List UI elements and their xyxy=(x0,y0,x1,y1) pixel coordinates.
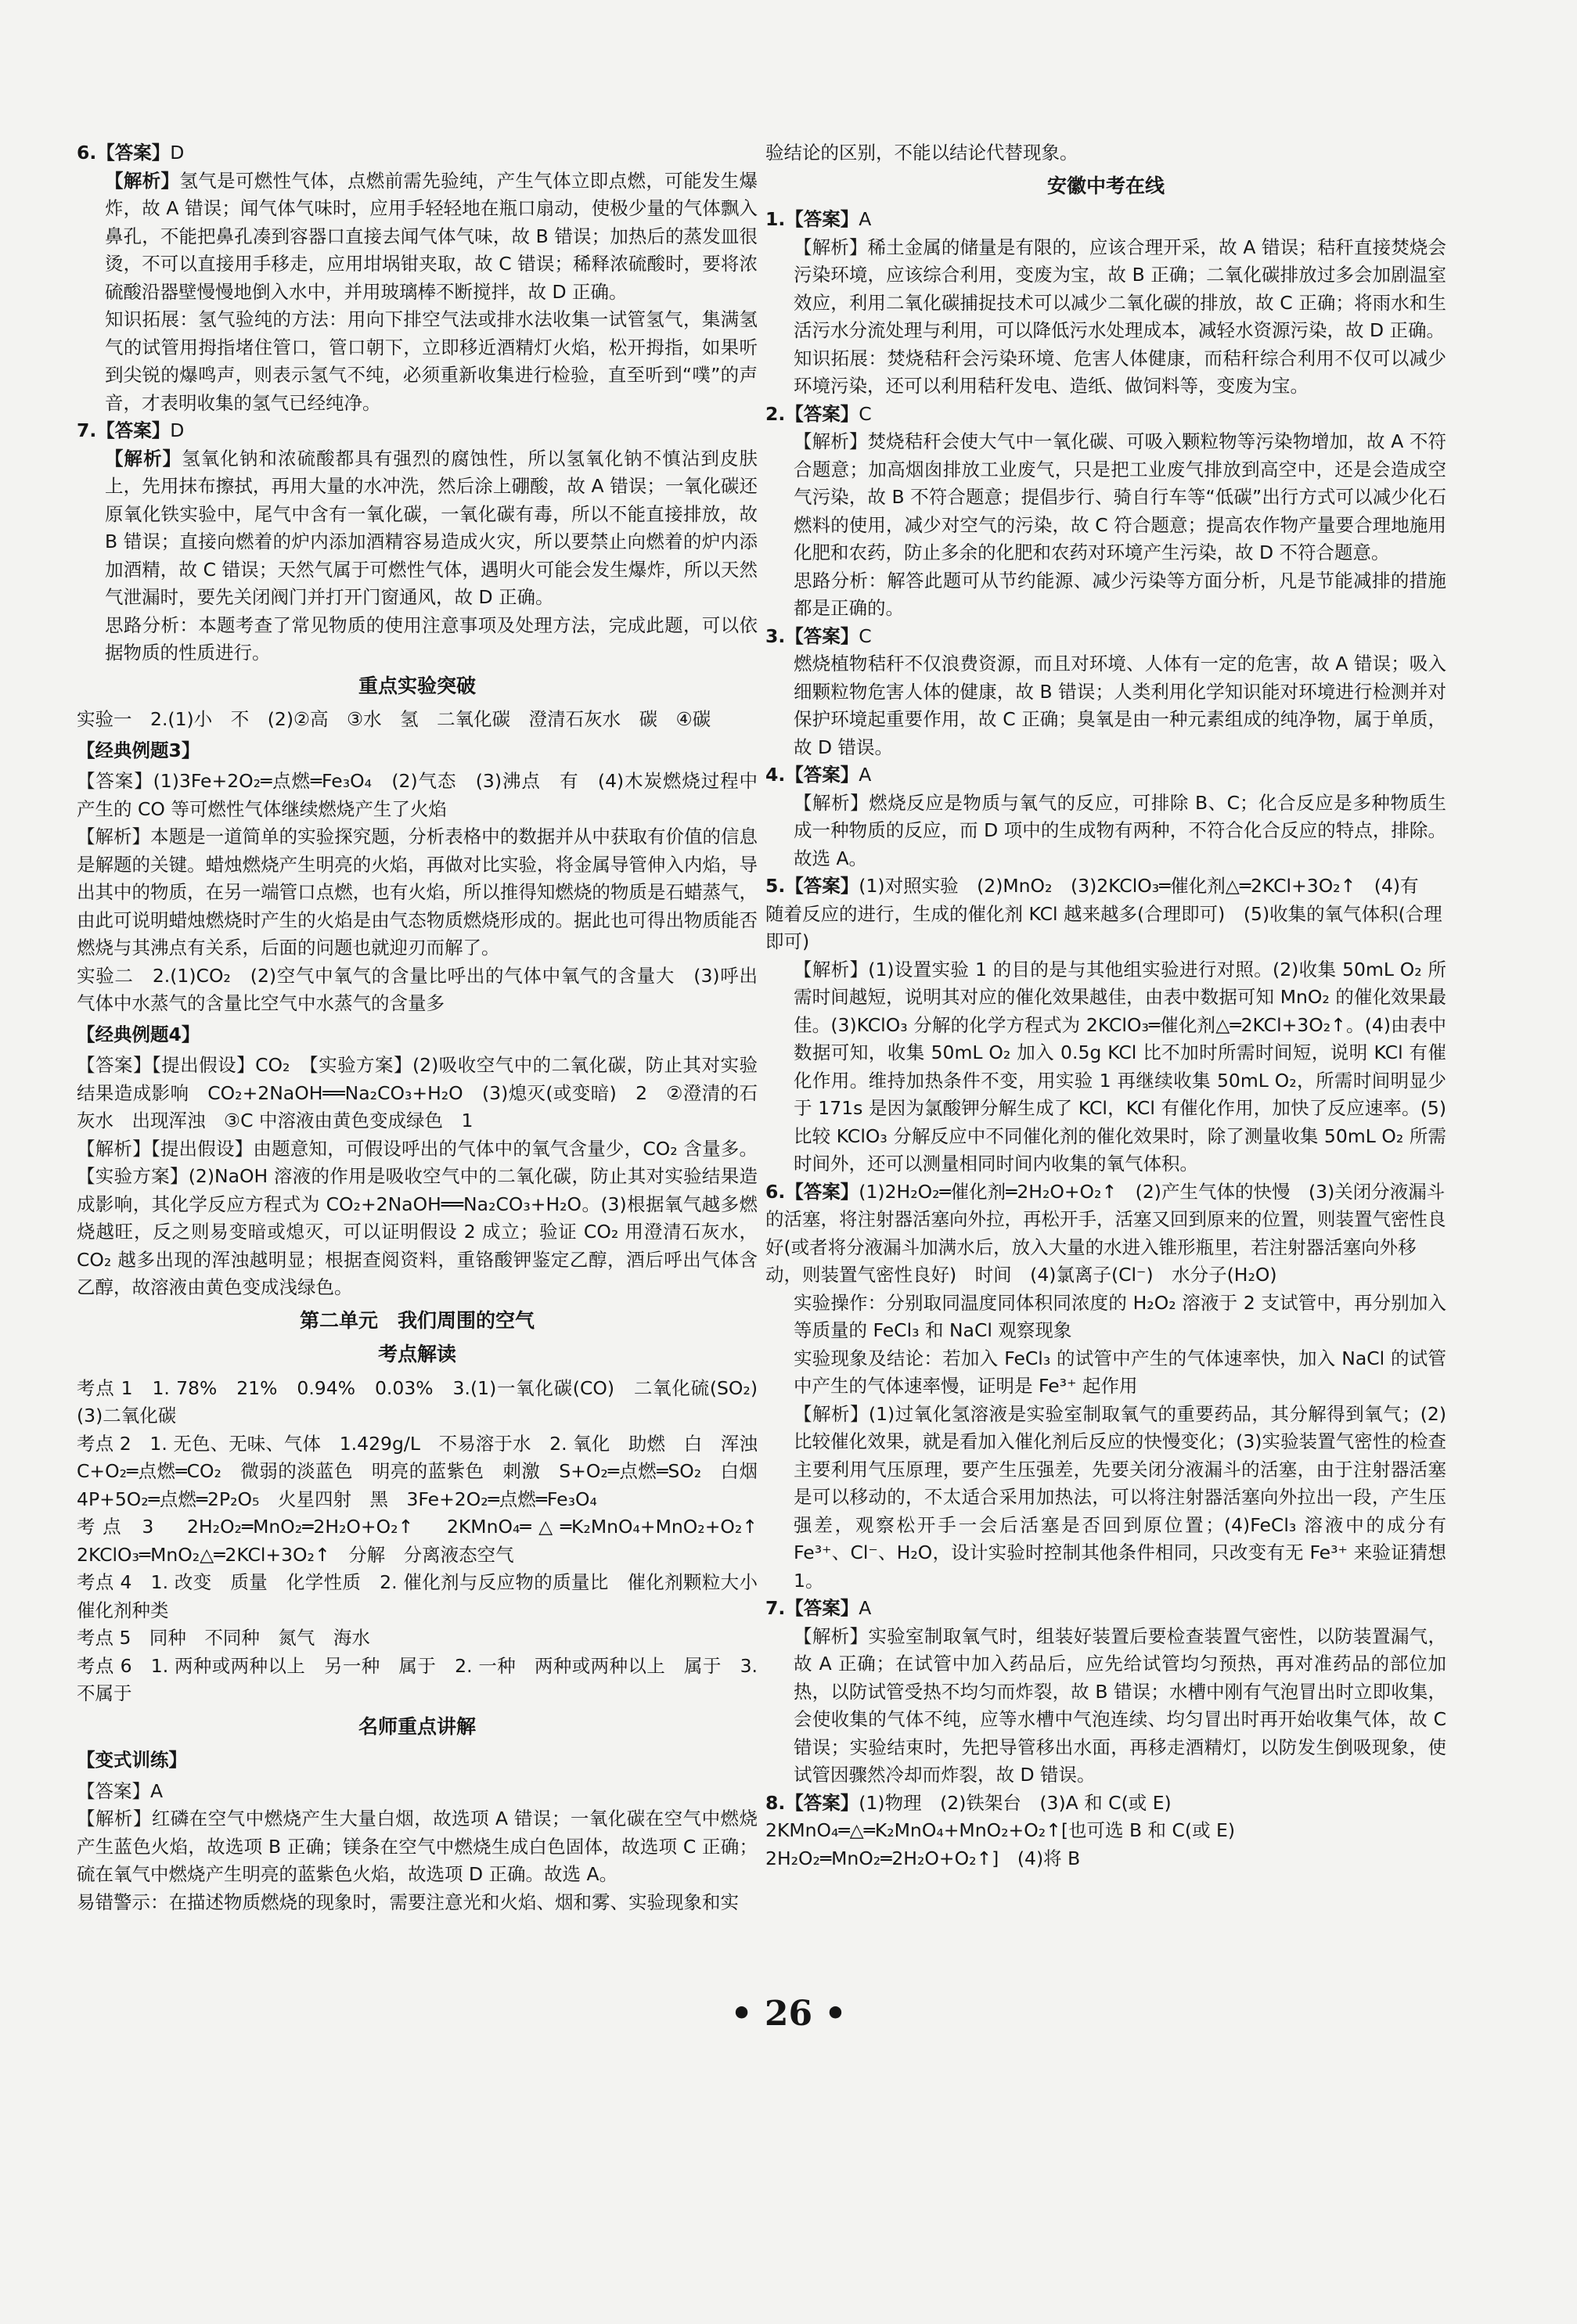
right-q5-explanation: 【解析】(1)设置实验 1 的目的是与其他组实验进行对照。(2)收集 50mL O₂ 所需时间越短，说明其对应的催化效果越佳，由表中数据可知 MnO₂ 的催化效果最佳。(3)KClO₃ 分解的化学方程式为 2KClO₃═催化剂△═2KCl+3O₂↑。(4)由表中数据可知，收集 50mL O₂ 加入 0.5g KCl 比不加时所需时间短，说明 KCl 有催化作用。维持加热条件不变，用实验 1 再继续收集 50mL O₂，所需时间明显少于 171s 是因为氯酸钾分解生成了 KCl，KCl 有催化作用，加快了反应速率。(5)比较 KClO₃ 分解反应中不同催化剂的催化效果时，除了测量收集 50mL O₂ 所需时间外，还可以测量相同时间内收集的氧气体积。 xyxy=(794,958,1446,1175)
right-continuation: 验结论的区别，不能以结论代替现象。 xyxy=(765,142,1078,164)
right-q4-answer: 4.【答案】A xyxy=(765,764,872,786)
right-q2-explanation: 【解析】焚烧秸秆会使大气中一氧化碳、可吸入颗粒物等污染物增加，故 A 不符合题意；加高烟囱排放工业废气，只是把工业废气排放到高空中，还是会造成空气污染，故 B 不符合题意；提倡步行、骑自行车等“低碳”出行方式可以减少化石燃料的使用，减少对空气的污染，故 C 符合题意；提高农作物产量要合理地施用化肥和农药，防止多余的化肥和农药对环境产生污染，故 D 不符合题意。 xyxy=(794,430,1446,563)
right-q7-explanation: 【解析】实验室制取氧气时，组装好装置后要检查装置气密性，以防装置漏气，故 A 正确；在试管中加入药品后，应先给试管均匀预热，再对准药品的部位加热，以防试管受热不均匀而炸裂，故 B 错误；水槽中刚有气泡冒出时立即收集，会使收集的气体不纯，应等水槽中气泡连续、均匀冒出时再开始收集气体，故 C 错误；实验结束时，先把导管移出水面，再移走酒精灯，以防发生倒吸现象，使试管因骤然冷却而炸裂，故 D 错误。 xyxy=(794,1624,1446,1786)
key-point-1: 考点 1 1. 78% 21% 0.94% 0.03% 3.(1)一氧化碳(CO) 二氧化硫(SO₂) (3)二氧化碳 xyxy=(77,1376,776,1426)
right-q6-operation: 实验操作：分别取同温度同体积同浓度的 H₂O₂ 溶液于 2 支试管中，再分别加入等质量的 FeCl₃ 和 NaCl 观察现象 xyxy=(794,1291,1446,1341)
variant-training-explanation: 【解析】红磷在空气中燃烧产生大量白烟，故选项 A 错误；一氧化碳在空气中燃烧产生蓝色火焰，故选项 B 正确；镁条在空气中燃烧生成白色固体，故选项 C 正确；硫在氧气中燃烧产生明亮的蓝紫色火焰，故选项 D 正确。故选 A。 xyxy=(77,1808,758,1885)
right-q6-result: 实验现象及结论：若加入 FeCl₃ 的试管中产生的气体速率快，加入 NaCl 的试管中产生的气体速率慢，证明是 Fe³⁺ 起作用 xyxy=(794,1347,1446,1397)
section-heading-key-points: 考点解读 xyxy=(377,1343,456,1365)
right-q1-explanation: 【解析】稀土金属的储量是有限的，应该合理开采，故 A 错误；秸秆直接焚烧会污染环境，应该综合利用，变废为宝，故 B 正确；二氧化碳排放过多会加剧温室效应，利用二氧化碳捕捉技术可以减少二氧化碳的排放，故 C 正确；将雨水和生活污水分流处理与利用，可以降低污水处理成本，减轻水资源污染，故 D 正确。 xyxy=(794,236,1446,341)
example-3-answer: 【答案】(1)3Fe+2O₂═点燃═Fe₃O₄ (2)气态 (3)沸点 有 (4)木炭燃烧过程中产生的 CO 等可燃性气体继续燃烧产生了火焰 xyxy=(77,770,758,820)
key-point-6: 考点 6 1. 两种或两种以上 另一种 属于 2. 一种 两种或两种以上 属于 3. 不属于 xyxy=(77,1654,758,1704)
right-column xyxy=(765,139,1446,1873)
experiment-one: 实验一 2.(1)小 不 (2)②高 ③水 氢 二氧化碳 澄清石灰水 碳 ④碳 xyxy=(77,708,711,730)
key-point-5: 考点 5 同种 不同种 氮气 海水 xyxy=(77,1627,370,1649)
right-q7-answer: 7.【答案】A xyxy=(765,1597,872,1619)
right-q1-answer: 1.【答案】A xyxy=(765,208,872,230)
variant-training-warning: 易错警示：在描述物质燃烧的现象时，需要注意光和火焰、烟和雾、实验现象和实 xyxy=(77,1890,739,1913)
left-q6-answer: 6.【答案】D xyxy=(77,142,185,164)
right-q6-answer: 6.【答案】(1)2H₂O₂═催化剂═2H₂O+O₂↑ (2)产生气体的快慢 (3)关闭分液漏斗的活塞，将注射器活塞向外拉，再松开手，活塞又回到原来的位置，则装置气密性良好(或者将分液漏斗加满水后，放入大量的水进入锥形瓶里，若注射器活塞向外移动，则装置气密性良好) 时间 (4)氯离子(Cl⁻) 水分子(H₂O) xyxy=(765,1180,1446,1286)
example-4-title: 【经典例题4】 xyxy=(77,1023,200,1045)
example-3-title: 【经典例题3】 xyxy=(77,739,200,761)
right-q5-answer: 5.【答案】(1)对照实验 (2)MnO₂ (3)2KClO₃═催化剂△═2KCl+3O₂↑ (4)有 随着反应的进行，生成的催化剂 KCl 越来越多(合理即可) (5)收集的氧气体积(合理即可) xyxy=(765,875,1442,952)
left-q6-explanation: 【解析】氢气是可燃性气体，点燃前需先验纯，产生气体立即点燃，可能发生爆炸，故 A 错误；闻气体气味时，应用手轻轻地在瓶口扇动，使极少量的气体飘入鼻孔，不能把鼻孔凑到容器口直接去闻气体气味，故 B 错误；加热后的蒸发皿很烫，不可以直接用手移走，应用坩埚钳夹取，故 C 错误；稀释浓硫酸时，要将浓硫酸沿器壁慢慢地倒入水中，并用玻璃棒不断搅拌，故 D 正确。 xyxy=(105,169,758,303)
right-q8-answer: 8.【答案】(1)物理 (2)铁架台 (3)A 和 C(或 E) 2KMnO₄═△═K₂MnO₄+MnO₂+O₂↑[也可选 B 和 C(或 E) 2H₂O₂═MnO₂═2H₂O+O₂↑] (4)将 B xyxy=(765,1791,1254,1869)
left-q7-answer: 7.【答案】D xyxy=(77,419,185,441)
right-q4-explanation: 【解析】燃烧反应是物质与氧气的反应，可排除 B、C；化合反应是多种物质生成一种物质的反应，而 D 项中的生成物有两种，不符合化合反应的特点，排除。故选 A。 xyxy=(794,791,1446,869)
experiment-two: 实验二 2.(1)CO₂ (2)空气中氧气的含量比呼出的气体中氧气的含量大 (3)呼出气体中水蒸气的含量比空气中水蒸气的含量多 xyxy=(77,964,758,1014)
section-heading-anhui-exam: 安徽中考在线 xyxy=(1046,174,1165,197)
left-q6-extension: 知识拓展：氢气验纯的方法：用向下排空气法或排水法收集一试管氢气，集满氢气的试管用拇指堵住管口，管口朝下，立即移近酒精灯火焰，松开拇指，如果听到尖锐的爆鸣声，则表示氢气不纯，必须重新收集进行检验，直至听到“噗”的声音，才表明收集的氢气已经纯净。 xyxy=(105,308,758,414)
variant-training-title: 【变式训练】 xyxy=(77,1749,187,1771)
right-q1-extension: 知识拓展：焚烧秸秆会污染环境、危害人体健康，而秸秆综合利用不仅可以减少环境污染，还可以利用秸秆发电、造纸、做饲料等，变废为宝。 xyxy=(794,347,1446,397)
key-point-2: 考点 2 1. 无色、无味、气体 1.429g/L 不易溶于水 2. 氧化 助燃 白 浑浊 C+O₂═点燃═CO₂ 微弱的淡蓝色 明亮的蓝紫色 刺激 S+O₂═点燃═SO₂ 白烟 4P+5O₂═点燃═2P₂O₅ 火星四射 黑 3Fe+2O₂═点燃═Fe₃O₄ xyxy=(77,1432,776,1510)
right-q6-explanation: 【解析】(1)过氧化氢溶液是实验室制取氧气的重要药品，其分解得到氧气；(2)比较催化效果，就是看加入催化剂后反应的快慢变化；(3)实验装置气密性的检查主要利用气压原理，要产生压强差，先要关闭分液漏斗的活塞，由于注射器活塞是可以移动的，不太适合采用加热法，可以将注射器活塞向外拉出一段，产生压强差，观察松开手一会后活塞是否回到原位置；(4)FeCl₃ 溶液中的成分有 Fe³⁺、Cl⁻、H₂O，设计实验时控制其他条件相同，只改变有无 Fe³⁺ 来验证猜想 1。 xyxy=(794,1402,1446,1592)
variant-training-answer: 【答案】A xyxy=(77,1779,164,1802)
example-4-answer: 【答案】【提出假设】CO₂ 【实验方案】(2)吸收空气中的二氧化碳，防止其对实验结果造成影响 CO₂+2NaOH══Na₂CO₃+H₂O (3)熄灭(或变暗) 2 ②澄清的石灰水 出现浑浊 ③C 中溶液由黄色变成绿色 1 xyxy=(77,1054,758,1131)
example-4-explanation: 【解析】【提出假设】由题意知，可假设呼出的气体中的氧气含量少，CO₂ 含量多。【实验方案】(2)NaOH 溶液的作用是吸收空气中的二氧化碳，防止其对实验结果造成影响，其化学反应方程式为 CO₂+2NaOH══Na₂CO₃+H₂O。(3)根据氧气越多燃烧越旺，反之则易变暗或熄灭，可以证明假设 2 成立；验证 CO₂ 用澄清石灰水，CO₂ 越多出现的浑浊越明显；根据查阅资料，重铬酸钾鉴定乙醇，酒后呼出气体含乙醇，故溶液由黄色变成浅绿色。 xyxy=(77,1137,758,1298)
section-heading-teacher-explanation: 名师重点讲解 xyxy=(358,1714,476,1738)
key-point-3: 考点 3 2H₂O₂═MnO₂═2H₂O+O₂↑ 2KMnO₄═△═K₂MnO₄+MnO₂+O₂↑ 2KClO₃═MnO₂△═2KCl+3O₂↑ 分解 分离液态空气 xyxy=(77,1516,776,1566)
right-q2-answer: 2.【答案】C xyxy=(765,402,872,425)
left-q7-thinking: 思路分析：本题考查了常见物质的使用注意事项及处理方法，完成此题，可以依据物质的性质进行。 xyxy=(105,613,758,664)
key-point-4: 考点 4 1. 改变 质量 化学性质 2. 催化剂与反应物的质量比 催化剂颗粒大小 催化剂种类 xyxy=(77,1571,776,1621)
example-3-explanation: 【解析】本题是一道简单的实验探究题，分析表格中的数据并从中获取有价值的信息是解题的关键。蜡烛燃烧产生明亮的火焰，再做对比实验，将金属导管伸入内焰，导出其中的物质，在另一端管口点燃，也有火焰，所以推得知燃烧的物质是石蜡蒸气，由此可说明蜡烛燃烧时产生的火焰是由气态物质燃烧形成的。据此也可得出物质能否燃烧与其沸点有关系，后面的问题也就迎刃而解了。 xyxy=(77,826,758,959)
right-q3-answer: 3.【答案】C xyxy=(765,624,872,647)
unit-two-heading: 第二单元 我们周围的空气 xyxy=(299,1308,535,1332)
section-heading-key-experiments: 重点实验突破 xyxy=(358,674,476,697)
right-q2-thinking: 思路分析：解答此题可从节约能源、减少污染等方面分析，凡是节能减排的措施都是正确的。 xyxy=(794,569,1446,619)
right-q3-explanation: 燃烧植物秸秆不仅浪费资源，而且对环境、人体有一定的危害，故 A 错误；吸入细颗粒物危害人体的健康，故 B 错误；人类利用化学知识能对环境进行检测并对保护环境起重要作用，故 C 正确；臭氧是由一种元素组成的纯净物，属于单质，故 D 错误。 xyxy=(794,653,1446,758)
left-q7-explanation: 【解析】氢氧化钠和浓硫酸都具有强烈的腐蚀性，所以氢氧化钠不慎沾到皮肤上，先用抹布擦拭，再用大量的水冲洗，然后涂上硼酸，故 A 错误；一氧化碳还原氧化铁实验中，尾气中含有一氧化碳，一氧化碳有毒，所以不能直接排放，故 B 错误；直接向燃着的炉内添加酒精容易造成火灾，所以要禁止向燃着的炉内添加酒精，故 C 错误；天然气属于可燃性气体，遇明火可能会发生爆炸，所以天然气泄漏时，要先关闭阀门并打开门窗通风，故 D 正确。 xyxy=(105,447,758,608)
left-column xyxy=(77,139,776,1916)
page-number: • 26 • xyxy=(730,1994,847,2034)
